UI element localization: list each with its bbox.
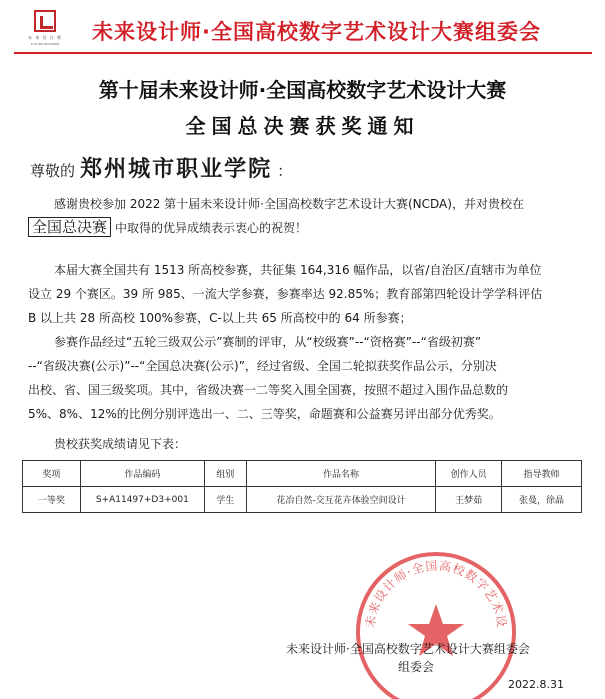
process-line: 参赛作品经过“五轮三级双公示”赛制的评审，从“校级赛”--“资格赛”--“省级初赛” [54,335,482,349]
thanks-line-2 [28,216,576,240]
svg-text:未来设计师·全国高校数字艺术设计大赛 [345,536,509,629]
organizer-logo [22,10,68,56]
logo-mark-icon [34,10,56,32]
school-name: 郑州城市职业学院 [80,156,273,182]
greeting-lead: 尊敬的 [30,162,76,180]
process-line: 出校、省、国三级奖项。其中，省级决赛一二等奖入围全国赛，按照不超过入围作品总数的 [28,383,509,397]
signature-org-line-2: 组委会 [398,660,435,674]
process-line: --“省级决赛(公示)”--“全国总决赛(公示)”，经过省级、全国二轮拟获奖作品公示，分别决 [28,359,497,373]
table-header-row [23,461,582,487]
header-advisor: 指导教师 [502,461,582,487]
cell-award: 一等奖 [23,487,81,513]
table-row [23,487,582,513]
cell-creator: 王梦茹 [436,487,502,513]
header-work-name: 作品名称 [246,461,436,487]
organizer-title: 未来设计师·全国高校数字艺术设计大赛组委会 [92,20,541,44]
process-line: 5%、8%、12%的比例分别评选出一、二、三等奖，命题赛和公益赛另评出部分优秀奖。 [28,407,501,421]
greeting [30,152,292,183]
header-work-code: 作品编码 [80,461,204,487]
thanks-line-1: 感谢贵校参加 2022 第十届未来设计师·全国高校数字艺术设计大赛(NCDA)，并对贵校在 [54,197,524,211]
header-divider [14,52,592,54]
statistics-line: B 以上共 28 所高校 100%参赛，C-以上共 65 所高校中的 64 所参赛； [28,311,412,325]
awards-table [22,460,582,513]
statistics-line: 设立 29 个赛区。39 所 985、一流大学参赛，参赛率达 92.85%；教育部第四轮设计学学科评估 [28,287,543,301]
signature-date: 2022.8.31 [508,678,564,691]
cell-work-code: S+A11497+D3+001 [80,487,204,513]
cell-group: 学生 [204,487,246,513]
logo-en-text: FUTURE DESIGNER [30,42,60,46]
notice-title: 第十届未来设计师·全国高校数字艺术设计大赛 [98,78,507,102]
seal-ring-text: 未来设计师·全国高校数字艺术设计大赛 [345,537,510,629]
logo-cn-text: 未 来 设 计 师 [27,35,63,40]
header-group: 组别 [204,461,246,487]
header-award: 奖项 [23,461,81,487]
competition-level-box: 全国总决赛 [28,217,111,237]
paragraph-table-intro: 贵校获奖成绩请见下表： [54,437,187,451]
paragraph-statistics [28,258,576,330]
greeting-tail: ： [277,162,293,180]
paragraph-thanks [28,192,576,240]
header-creator: 创作人员 [436,461,502,487]
signature-org: 未来设计师·全国高校数字艺术设计大赛组委会 [286,642,530,656]
cell-work-name: 花冶自然-交互花卉体验空间设计 [246,487,436,513]
notice-subtitle: 全国总决赛获奖通知 [185,114,420,138]
paragraph-process [28,330,576,426]
thanks-line-2-text: 中取得的优异成绩表示衷心的祝贺！ [115,221,308,235]
cell-advisor: 张曼，徐晶 [502,487,582,513]
statistics-line: 本届大赛全国共有 1513 所高校参赛，共征集 164,316 幅作品，以省/自治区/直辖市为单位 [54,263,542,277]
